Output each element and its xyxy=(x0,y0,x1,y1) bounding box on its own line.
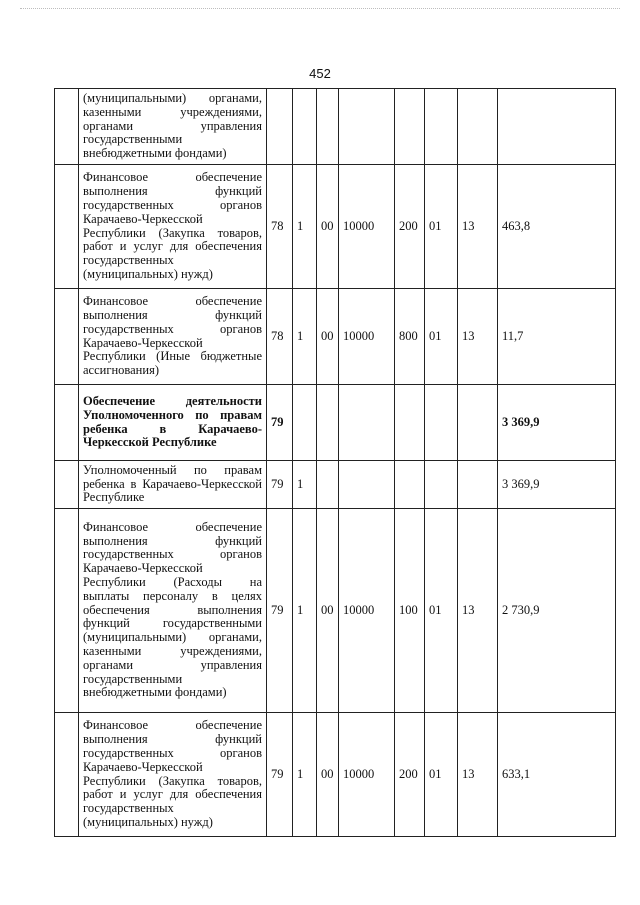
row-amount: 11,7 xyxy=(498,289,616,385)
row-margin-cell xyxy=(55,713,79,837)
row-section xyxy=(425,461,458,509)
row-section: 01 xyxy=(425,713,458,837)
row-direction-code: 10000 xyxy=(339,165,395,289)
row-expense-type: 800 xyxy=(395,289,425,385)
table-row xyxy=(55,89,616,165)
row-margin-cell xyxy=(55,509,79,713)
row-description: Уполномоченный по правам ребенка в Карачаево-Черкесской Республике xyxy=(79,461,267,509)
row-program-code xyxy=(267,89,293,165)
table-row xyxy=(55,165,616,289)
row-event-code xyxy=(317,461,339,509)
row-amount: 2 730,9 xyxy=(498,509,616,713)
row-direction-code xyxy=(339,461,395,509)
row-amount xyxy=(498,89,616,165)
row-event-code: 00 xyxy=(317,289,339,385)
row-event-code xyxy=(317,89,339,165)
row-section: 01 xyxy=(425,289,458,385)
row-program-code: 79 xyxy=(267,509,293,713)
row-direction-code: 10000 xyxy=(339,713,395,837)
row-subsection xyxy=(458,89,498,165)
row-margin-cell xyxy=(55,385,79,461)
row-subsection xyxy=(458,385,498,461)
row-expense-type xyxy=(395,385,425,461)
row-margin-cell xyxy=(55,289,79,385)
table-row xyxy=(55,289,616,385)
row-description: Финансовое обеспечение выполнения функций государственных органов Карачаево-Черкесской Республики (Закупка товаров, работ и услуг для обеспечения государственных (муниципальных) нужд) xyxy=(79,165,267,289)
row-program-code: 79 xyxy=(267,385,293,461)
row-subsection: 13 xyxy=(458,713,498,837)
row-event-code: 00 xyxy=(317,509,339,713)
row-amount: 3 369,9 xyxy=(498,385,616,461)
row-subprogram-code: 1 xyxy=(293,289,317,385)
row-subprogram-code: 1 xyxy=(293,461,317,509)
row-program-code: 79 xyxy=(267,713,293,837)
row-expense-type xyxy=(395,89,425,165)
row-program-code: 78 xyxy=(267,165,293,289)
row-subprogram-code: 1 xyxy=(293,509,317,713)
row-direction-code: 10000 xyxy=(339,509,395,713)
row-description: Финансовое обеспечение выполнения функций государственных органов Карачаево-Черкесской Республики (Иные бюджетные ассигнования) xyxy=(79,289,267,385)
row-event-code xyxy=(317,385,339,461)
row-subsection: 13 xyxy=(458,509,498,713)
row-description: Обеспечение деятельности Уполномоченного по правам ребенка в Карачаево-Черкесской Республике xyxy=(79,385,267,461)
row-amount: 633,1 xyxy=(498,713,616,837)
row-section: 01 xyxy=(425,509,458,713)
row-margin-cell xyxy=(55,89,79,165)
row-description: (муниципальными) органами, казенными учреждениями, органами управления государственными внебюджетными фондами) xyxy=(79,89,267,165)
table-row xyxy=(55,461,616,509)
table-row xyxy=(55,713,616,837)
row-description: Финансовое обеспечение выполнения функций государственных органов Карачаево-Черкесской Республики (Закупка товаров, работ и услуг для обеспечения государственных (муниципальных) нужд) xyxy=(79,713,267,837)
row-subsection: 13 xyxy=(458,165,498,289)
table-row xyxy=(55,509,616,713)
table-row xyxy=(55,385,616,461)
row-subsection: 13 xyxy=(458,289,498,385)
row-description: Финансовое обеспечение выполнения функций государственных органов Карачаево-Черкесской Республики (Расходы на выплаты персоналу в целях обеспечения выполнения функций государственными (муниципальными) органами, казенными учреждениями, органами управления государственными внебюджетными фондами) xyxy=(79,509,267,713)
row-direction-code: 10000 xyxy=(339,289,395,385)
row-program-code: 78 xyxy=(267,289,293,385)
row-event-code: 00 xyxy=(317,165,339,289)
row-subprogram-code xyxy=(293,89,317,165)
row-section xyxy=(425,385,458,461)
row-subprogram-code: 1 xyxy=(293,165,317,289)
row-amount: 463,8 xyxy=(498,165,616,289)
row-expense-type: 200 xyxy=(395,165,425,289)
row-subprogram-code xyxy=(293,385,317,461)
row-expense-type: 100 xyxy=(395,509,425,713)
row-subprogram-code: 1 xyxy=(293,713,317,837)
page-number: 452 xyxy=(309,66,331,81)
row-expense-type: 200 xyxy=(395,713,425,837)
row-direction-code xyxy=(339,385,395,461)
row-section: 01 xyxy=(425,165,458,289)
row-margin-cell xyxy=(55,165,79,289)
row-section xyxy=(425,89,458,165)
row-expense-type xyxy=(395,461,425,509)
budget-table xyxy=(54,88,616,837)
row-program-code: 79 xyxy=(267,461,293,509)
row-margin-cell xyxy=(55,461,79,509)
row-event-code: 00 xyxy=(317,713,339,837)
row-subsection xyxy=(458,461,498,509)
row-amount: 3 369,9 xyxy=(498,461,616,509)
row-direction-code xyxy=(339,89,395,165)
scan-edge-noise xyxy=(20,8,620,10)
